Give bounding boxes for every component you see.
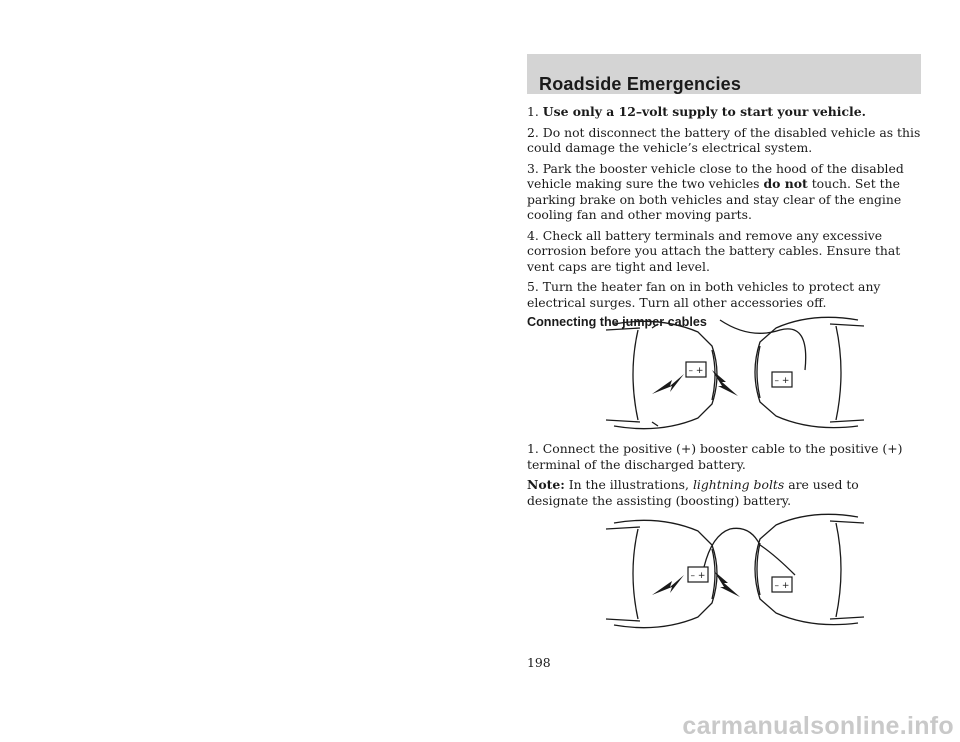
step-3 — [527, 161, 921, 223]
battery-terminal-label: – + — [690, 571, 706, 581]
section-title: Roadside Emergencies — [539, 74, 742, 94]
note-text-a: In the illustrations, — [568, 477, 689, 492]
watermark: carmanualsonline.info — [682, 712, 954, 740]
section-header-bar — [527, 54, 921, 94]
jumper-cable — [720, 320, 806, 370]
step-3-text-b: touch. Set the parking brake on both vehicles and stay clear of the engine cooling fan and other moving parts. — [527, 176, 902, 222]
step-1-number: 1. — [527, 104, 539, 119]
note-label: Note: — [527, 477, 565, 492]
battery-terminal-label: – + — [774, 376, 790, 386]
note — [527, 477, 921, 508]
page-number: 198 — [527, 655, 551, 670]
lightning-bolt-icon — [714, 571, 740, 597]
lightning-bolt-icon — [712, 370, 738, 396]
booster-car-outline — [755, 317, 864, 427]
step-2: 2. Do not disconnect the battery of the disabled vehicle as this could damage the vehicle’s electrical system. — [527, 124, 921, 155]
battery-terminal-label: – + — [774, 581, 790, 591]
subsection-heading: Connecting the jumper cables — [527, 315, 707, 329]
connect-step-1: 1. Connect the positive (+) booster cable to the positive (+) terminal of the discharged battery. — [527, 441, 903, 472]
step-1 — [527, 104, 921, 120]
jumper-cable-illustration-2 — [600, 505, 870, 635]
lightning-bolt-icon — [652, 575, 684, 595]
battery-terminal-label: – + — [688, 366, 704, 376]
step-1-text: Use only a 12–volt supply to start your vehicle. — [542, 104, 866, 119]
note-emphasis: lightning bolts — [692, 477, 785, 492]
booster-car-outline — [755, 514, 864, 624]
step-5: 5. Turn the heater fan on in both vehicles to protect any electrical surges. Turn all other accessories off. — [527, 279, 881, 310]
jumper-cable-illustration-1 — [600, 310, 870, 440]
jumper-cable — [704, 528, 795, 575]
step-3-text-a: 3. Park the booster vehicle close to the hood of the disabled vehicle making sure the two vehicles — [527, 160, 904, 191]
page-content — [527, 104, 921, 336]
step-3-emphasis: do not — [763, 176, 808, 191]
lightning-bolt-icon — [652, 374, 684, 394]
instructions-continued — [527, 441, 921, 513]
note-text-b: are used to designate the assisting (boosting) battery. — [527, 477, 859, 508]
step-4: 4. Check all battery terminals and remove any excessive corrosion before you attach the battery cables. Ensure that vent caps are tight and level. — [527, 227, 901, 274]
